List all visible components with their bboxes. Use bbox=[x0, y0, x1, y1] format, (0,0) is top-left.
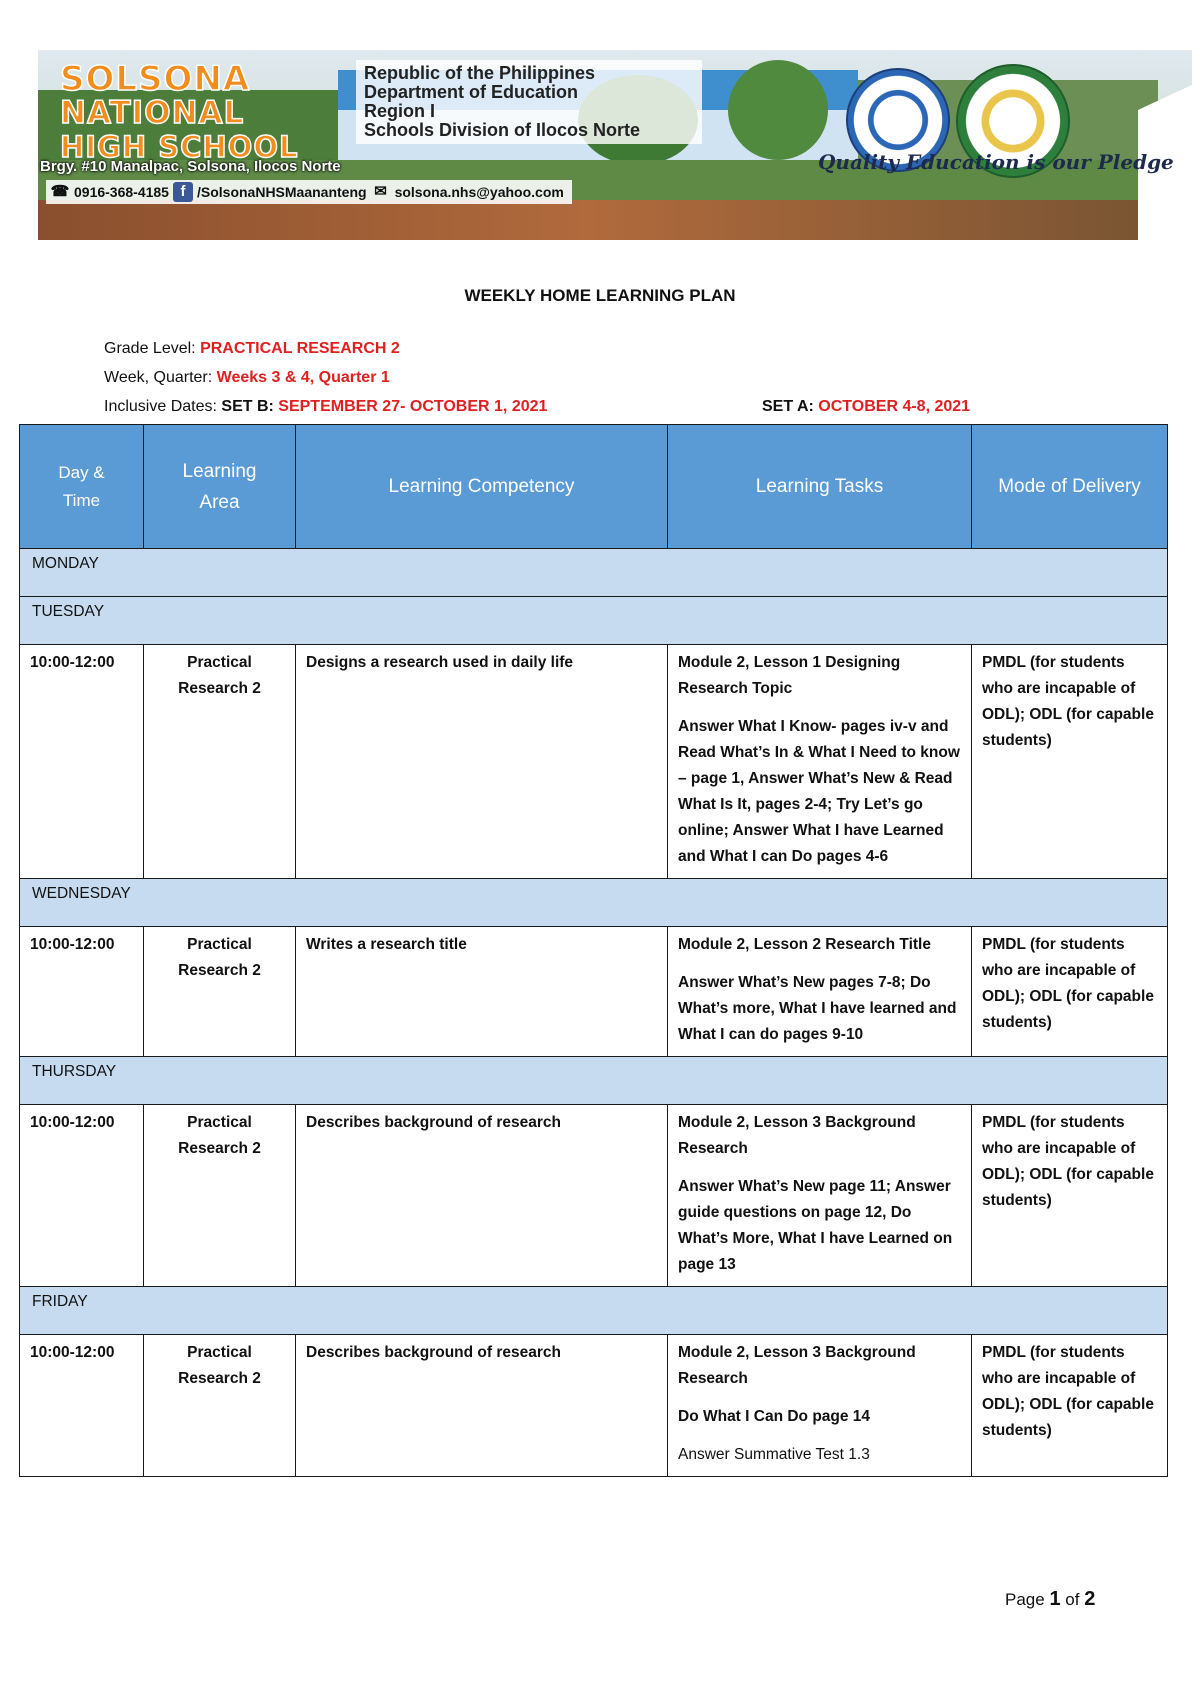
mode-cell: PMDL (for students who are incapable of ODL); ODL (for capable students) bbox=[972, 1105, 1168, 1287]
tasks-cell bbox=[668, 1335, 972, 1477]
day-row-monday bbox=[20, 549, 1168, 597]
time-cell: 10:00-12:00 bbox=[20, 645, 144, 879]
mode-cell: PMDL (for students who are incapable of ODL); ODL (for capable students) bbox=[972, 927, 1168, 1057]
page-total: 2 bbox=[1084, 1588, 1096, 1610]
competency-cell: Designs a research used in daily life bbox=[296, 645, 668, 879]
mode-cell: PMDL (for students who are incapable of ODL); ODL (for capable students) bbox=[972, 1335, 1168, 1477]
day-row-friday bbox=[20, 1287, 1168, 1335]
competency-cell: Describes background of research bbox=[296, 1105, 668, 1287]
day-label: THURSDAY bbox=[20, 1057, 1168, 1105]
competency-cell: Describes background of research bbox=[296, 1335, 668, 1477]
header-day-time-line-1: Day & bbox=[58, 462, 105, 482]
week-quarter-line bbox=[104, 369, 390, 387]
school-name-logo bbox=[60, 59, 299, 164]
facebook-icon: f bbox=[173, 182, 193, 202]
task-title: Module 2, Lesson 3 Background Research bbox=[678, 1344, 916, 1387]
tasks-cell bbox=[668, 1105, 972, 1287]
phone-icon: ☎ bbox=[50, 183, 70, 200]
day-label: MONDAY bbox=[20, 549, 1168, 597]
day-label: FRIDAY bbox=[20, 1287, 1168, 1335]
day-label: TUESDAY bbox=[20, 597, 1168, 645]
table-row bbox=[20, 645, 1168, 879]
header-area-line-1: Learning bbox=[182, 460, 257, 482]
school-address: Brgy. #10 Manalpac, Solsona, Ilocos Norte bbox=[40, 158, 341, 175]
set-a-dates: OCTOBER 4-8, 2021 bbox=[818, 398, 971, 415]
task-body: Answer What’s New page 11; Answer guide questions on page 12, Do What’s More, What I have Learned on page 13 bbox=[678, 1178, 953, 1273]
learning-plan-table bbox=[19, 424, 1168, 1477]
day-row-tuesday bbox=[20, 597, 1168, 645]
competency-cell: Writes a research title bbox=[296, 927, 668, 1057]
header-learning-area bbox=[144, 425, 296, 549]
school-pledge: Quality Education is our Pledge bbox=[818, 150, 1174, 174]
set-b-dates: SEPTEMBER 27- OCTOBER 1, 2021 bbox=[278, 398, 548, 415]
table-row bbox=[20, 1105, 1168, 1287]
time-cell: 10:00-12:00 bbox=[20, 1335, 144, 1477]
phone-number: 0916-368-4185 bbox=[74, 184, 169, 200]
grade-level-value: PRACTICAL RESEARCH 2 bbox=[200, 340, 400, 357]
learning-area-cell: Practical Research 2 bbox=[144, 1105, 296, 1287]
day-label: WEDNESDAY bbox=[20, 879, 1168, 927]
school-name-line-2: NATIONAL bbox=[60, 95, 245, 131]
grade-level-label: Grade Level: bbox=[104, 340, 201, 357]
task-title: Module 2, Lesson 2 Research Title bbox=[678, 936, 931, 953]
task-body: Answer What I Know- pages iv-v and Read What’s In & What I Need to know – page 1, Answer What’s New & Read What Is It, pages 2-4; Try Let’s go online; Answer What I have Learned and What I can Do pages 4-6 bbox=[678, 718, 960, 865]
mode-cell: PMDL (for students who are incapable of ODL); ODL (for capable students) bbox=[972, 645, 1168, 879]
page-number bbox=[1005, 1588, 1095, 1611]
header-learning-tasks: Learning Tasks bbox=[668, 425, 972, 549]
task-title: Module 2, Lesson 1 Designing Research Topic bbox=[678, 654, 901, 697]
learning-area-cell: Practical Research 2 bbox=[144, 645, 296, 879]
header-mode-of-delivery: Mode of Delivery bbox=[972, 425, 1168, 549]
inclusive-dates-label: Inclusive Dates: bbox=[104, 398, 222, 415]
page-word: Page bbox=[1005, 1590, 1050, 1609]
task-title: Module 2, Lesson 3 Background Research bbox=[678, 1114, 916, 1157]
deped-header-text bbox=[356, 60, 702, 144]
deped-line-region: Region I bbox=[364, 101, 435, 121]
document-title: WEEKLY HOME LEARNING PLAN bbox=[464, 286, 736, 305]
header-day-time bbox=[20, 425, 144, 549]
day-row-wednesday bbox=[20, 879, 1168, 927]
page-current: 1 bbox=[1049, 1588, 1061, 1610]
email-address: solsona.nhs@yahoo.com bbox=[394, 184, 564, 200]
header-learning-competency: Learning Competency bbox=[296, 425, 668, 549]
grade-level-line bbox=[104, 340, 400, 358]
set-a-label: SET A: bbox=[762, 398, 819, 415]
task-body: Answer What’s New pages 7-8; Do What’s more, What I have learned and What I can do pages 9-10 bbox=[678, 974, 957, 1043]
header-area-line-2: Area bbox=[199, 491, 240, 513]
learning-area-cell: Practical Research 2 bbox=[144, 927, 296, 1057]
deped-line-division: Schools Division of Ilocos Norte bbox=[364, 120, 641, 140]
envelope-icon: ✉ bbox=[374, 183, 387, 200]
contact-bar bbox=[46, 180, 572, 204]
deped-line-department: Department of Education bbox=[364, 82, 579, 102]
school-banner bbox=[38, 50, 1192, 240]
tasks-cell bbox=[668, 645, 972, 879]
tasks-cell bbox=[668, 927, 972, 1057]
time-cell: 10:00-12:00 bbox=[20, 1105, 144, 1287]
page-of-word: of bbox=[1060, 1590, 1085, 1609]
inclusive-dates-line bbox=[104, 398, 547, 416]
time-cell: 10:00-12:00 bbox=[20, 927, 144, 1057]
week-quarter-value: Weeks 3 & 4, Quarter 1 bbox=[216, 369, 390, 386]
table-header-row bbox=[20, 425, 1168, 549]
set-a-line bbox=[762, 398, 970, 416]
week-quarter-label: Week, Quarter: bbox=[104, 369, 217, 386]
school-name-line-1: SOLSONA bbox=[60, 59, 251, 99]
task-extra: Answer Summative Test 1.3 bbox=[678, 1446, 870, 1463]
deped-line-republic: Republic of the Philippines bbox=[364, 63, 596, 83]
day-row-thursday bbox=[20, 1057, 1168, 1105]
task-body: Do What I Can Do page 14 bbox=[678, 1408, 871, 1425]
set-b-label: SET B: bbox=[221, 398, 279, 415]
table-row bbox=[20, 927, 1168, 1057]
header-day-time-line-2: Time bbox=[62, 490, 101, 510]
learning-area-cell: Practical Research 2 bbox=[144, 1335, 296, 1477]
school-name-line-3: HIGH SCHOOL bbox=[60, 130, 299, 164]
facebook-handle: /SolsonaNHSMaananteng bbox=[196, 184, 367, 200]
table-row bbox=[20, 1335, 1168, 1477]
